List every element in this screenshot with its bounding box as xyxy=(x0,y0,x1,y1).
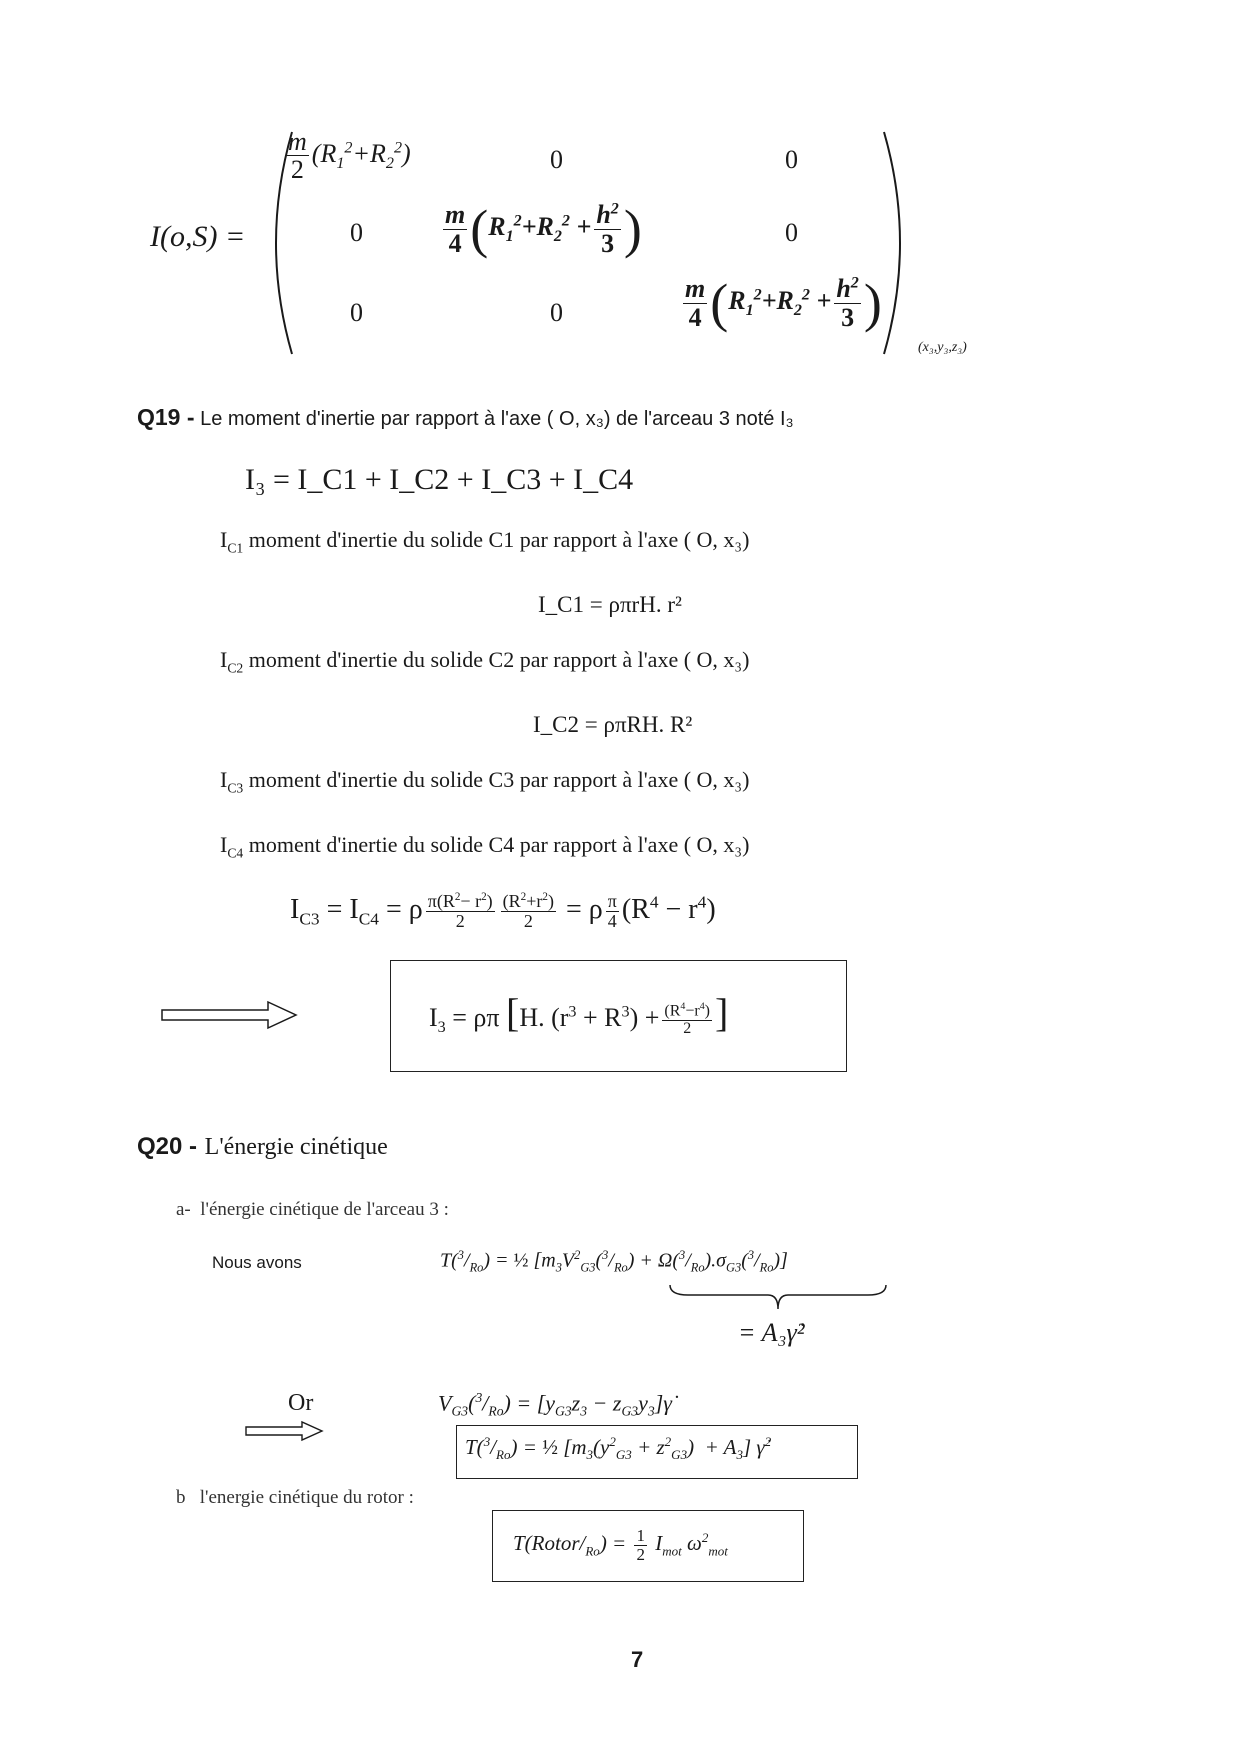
q20-b-line xyxy=(176,1487,414,1509)
underbrace-icon xyxy=(668,1283,888,1313)
q19-c4-line: $I_{C4}$ moment d'inertie du solide C4 par rapport à l'axe ( O, x₃) xyxy=(220,832,750,861)
q20-rotor-box xyxy=(492,1510,804,1582)
matrix-r1c2: 0 xyxy=(550,145,563,174)
matrix-r3c1: 0 xyxy=(350,298,363,327)
q19-c2-desc: moment d'inertie du solide C2 par rapport à l'axe ( O, x₃) xyxy=(248,647,750,672)
q19-c2-line: $I_{C2}$ moment d'inertie du solide C2 par rapport à l'axe ( O, x₃) xyxy=(220,647,750,676)
q20-a-line xyxy=(176,1199,449,1221)
q19-c34-eq: $I_{C3} = I_{C4} = \rho$ $\frac{\pi(R^2- r^2)}{2}$ $\frac{(R^2+r^2)}{2}$ = ρ $\frac{\pi}{4}$ $(R^4 - r^4)$ xyxy=(290,891,716,931)
q19-text: Le moment d'inertie par rapport à l'axe ( O, x₃) de l'arceau 3 noté I₃ xyxy=(200,408,794,430)
q20-a-label: a- xyxy=(176,1199,191,1220)
q20-a-text: l'énergie cinétique de l'arceau 3 : xyxy=(200,1199,449,1220)
q20-rotor-eq: $T(Rotor/_{Ro})$ = $\frac{1}{2}$ $I_{mot}$ $\omega^2_{mot}$ xyxy=(513,1526,728,1564)
matrix-r1c3: 0 xyxy=(785,145,798,174)
q20-t-result: $T(^3/_{Ro})$ = ½ $[m_3(y^2_{G3} + z^2_{G3}) + A_3]$ γ̇$^2$ xyxy=(465,1434,772,1463)
q20-v-eq: $V_{G3}(^3/_{Ro}) = [y_{G3}z_3$ − $z_{G3}y_3]\gammȧ$ xyxy=(438,1390,672,1419)
q19-result-box xyxy=(390,960,847,1072)
matrix-r3c3: $\frac{m}{4}$ ($R_1^2+R_2^2$ + $\frac{h^2}{3}$ ) xyxy=(685,273,882,333)
q19-sum-eq: I₃ = I_C1 + I_C2 + I_C3 + I_C4 xyxy=(245,463,634,496)
matrix-r2c1: 0 xyxy=(350,218,363,247)
q19-c4-desc: moment d'inertie du solide C4 par rapport à l'axe ( O, x₃) xyxy=(248,832,750,857)
q19-result: $I_3 = \rho\pi$ [H. $(r^3 + R^3)$ + $\frac{(R^4-r^4)}{2}$ ] xyxy=(429,990,729,1038)
q20-b-label: b xyxy=(176,1487,186,1508)
matrix-r1c1: $\frac{m}{2}$ $(R_1^2+R_2^2)$ xyxy=(288,127,411,185)
q20-heading xyxy=(137,1132,388,1161)
matrix-basis: (x₃,y₃,z₃) xyxy=(918,340,967,355)
or-arrow-icon xyxy=(244,1420,324,1442)
page-number: 7 xyxy=(631,1647,644,1672)
q20-number: Q20 - xyxy=(137,1133,198,1160)
matrix-r3c2: 0 xyxy=(550,298,563,327)
q19-c3-desc: moment d'inertie du solide C3 par rapport à l'axe ( O, x₃) xyxy=(248,767,750,792)
q20-title: L'énergie cinétique xyxy=(204,1134,388,1160)
q20-t-result-box xyxy=(456,1425,858,1479)
q20-b-text: l'energie cinétique du rotor : xyxy=(199,1487,414,1508)
q20-or-label: Or xyxy=(288,1390,314,1416)
matrix-right-paren xyxy=(878,128,918,358)
q19-c1-eq: I_C1 = ρπrH. r² xyxy=(538,592,682,617)
q19-c2-eq: I_C2 = ρπRH. R² xyxy=(533,712,693,737)
implies-arrow-icon xyxy=(160,1000,300,1030)
q19-heading xyxy=(137,404,794,431)
q20-t-eq: $T(^3/_{Ro})$ = ½ $[m_3V^2_{G3}(^3/_{Ro}) + \Omega(^3/_{Ro}).\sigma_{G3}(^3/_{Ro})]$ xyxy=(440,1248,788,1275)
q20-brace-eq: = A₃γ̇² xyxy=(738,1318,805,1347)
matrix-r2c2: $\frac{m}{4}$ ($R_1^2+R_2^2$ + $\frac{h^2}{3}$ ) xyxy=(445,199,642,259)
matrix-label: I(o,S) = xyxy=(150,220,246,253)
q19-c3-line: $I_{C3}$ moment d'inertie du solide C3 par rapport à l'axe ( O, x₃) xyxy=(220,767,750,796)
q19-number: Q19 - xyxy=(137,404,195,430)
q19-c1-line: $I_{C1}$ moment d'inertie du solide C1 par rapport à l'axe ( O, x₃) xyxy=(220,527,750,556)
q19-c1-desc: moment d'inertie du solide C1 par rapport à l'axe ( O, x₃) xyxy=(248,527,750,552)
matrix-r2c3: 0 xyxy=(785,218,798,247)
q20-nous-avons: Nous avons xyxy=(212,1253,302,1272)
